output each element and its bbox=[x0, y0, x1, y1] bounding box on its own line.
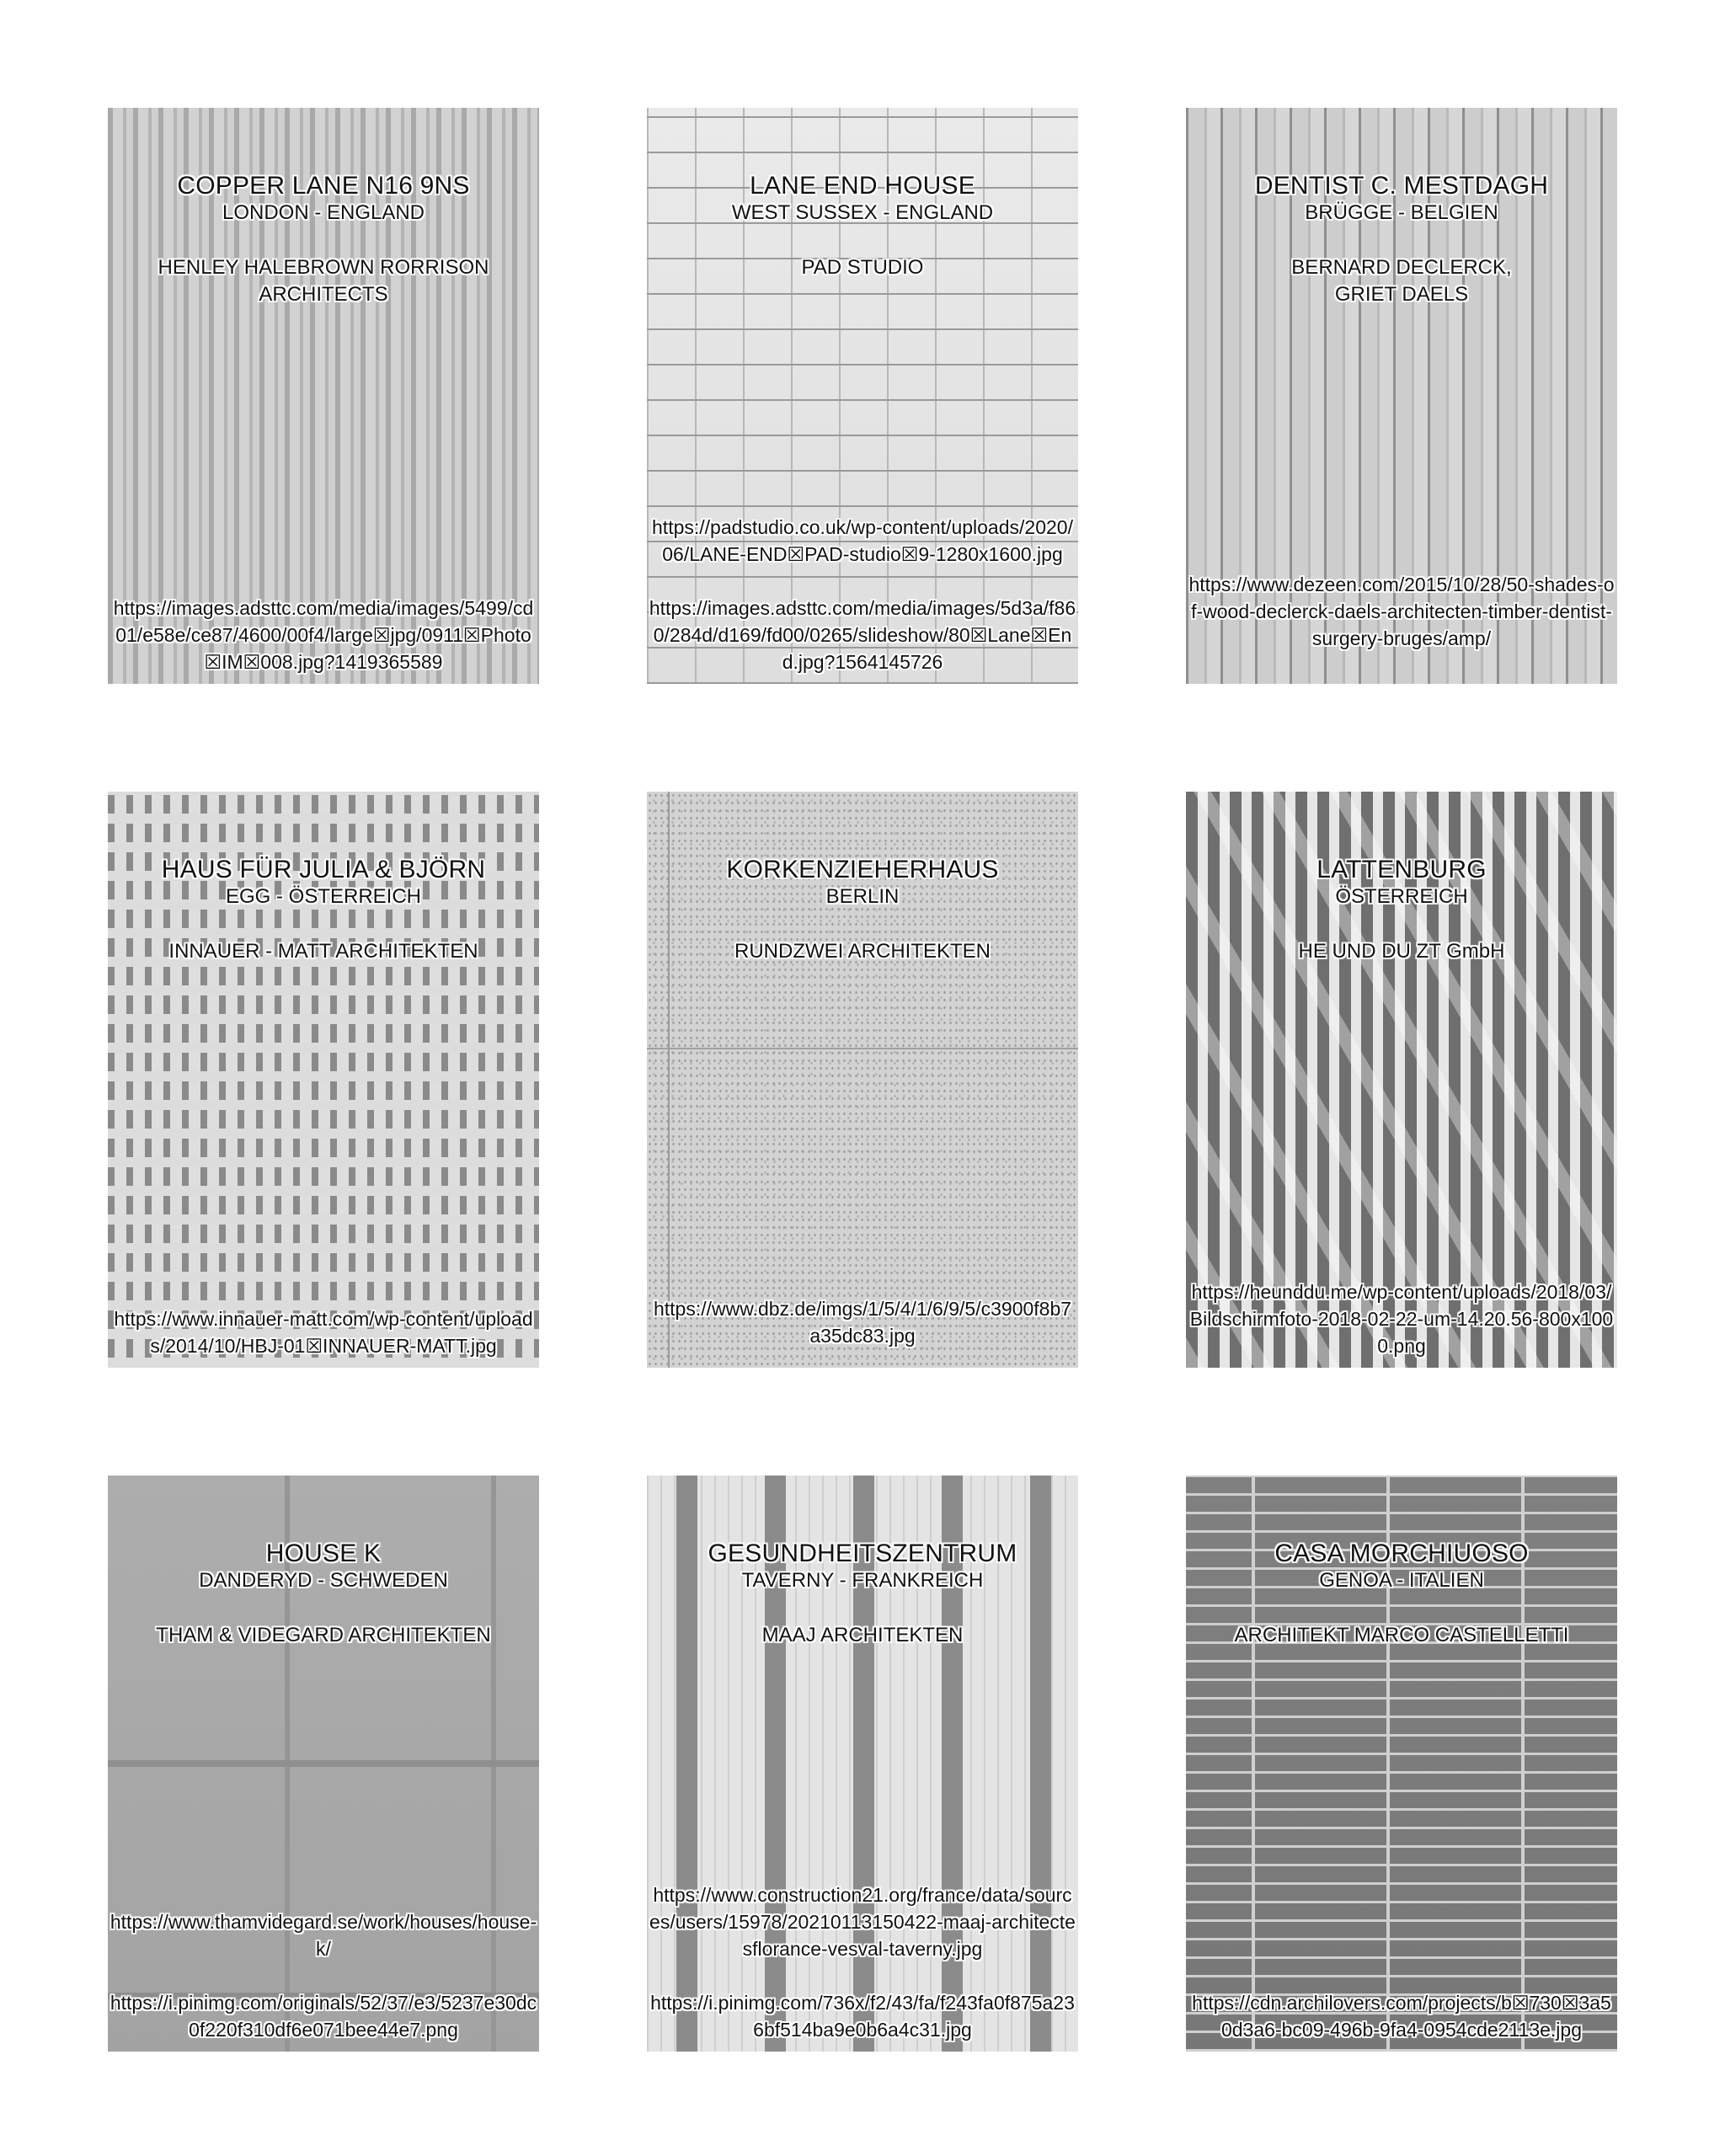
project-location: DANDERYD - SCHWEDEN bbox=[199, 1569, 448, 1592]
project-architect bbox=[647, 1622, 1078, 1649]
source-url[interactable]: https://i.pinimg.com/originals/52/37/e3/5237e30dc0f220f310df6e071bee44e7.png bbox=[109, 1992, 537, 2041]
project-architect bbox=[1186, 1622, 1617, 1649]
source-url[interactable]: https://heunddu.me/wp-content/uploads/2018/03/Bildschirmfoto-2018-02-22-um-14.20.56-800x1000.png bbox=[1189, 1281, 1614, 1357]
project-title: KORKENZIEHERHAUS bbox=[726, 856, 999, 883]
architect-line: ARCHITEKT MARCO CASTELLETTI bbox=[1234, 1624, 1569, 1646]
project-location: LONDON - ENGLAND bbox=[222, 201, 425, 224]
project-card-gesundheitszentrum bbox=[647, 1476, 1078, 2052]
project-card-korkenzieherhaus bbox=[647, 792, 1078, 1368]
project-title: HAUS FÜR JULIA & BJÖRN bbox=[161, 856, 486, 883]
project-card-lane-end-house bbox=[647, 108, 1078, 684]
source-url[interactable]: https://www.dezeen.com/2015/10/28/50-shades-of-wood-declerck-daels-architecten-timber-dentist-surgery-bruges/amp/ bbox=[1188, 574, 1615, 649]
architect-line: BERNARD DECLERCK, bbox=[1291, 256, 1512, 279]
project-location: BERLIN bbox=[825, 885, 900, 908]
project-title: LANE END HOUSE bbox=[750, 172, 975, 200]
project-location: TAVERNY - FRANKREICH bbox=[741, 1569, 984, 1592]
source-url[interactable]: https://cdn.archilovers.com/projects/b☒730☒3a50d3a6-bc09-496b-9fa4-0954cde2113e.jpg bbox=[1192, 1992, 1611, 2041]
project-location: BRÜGGE - BELGIEN bbox=[1305, 201, 1498, 224]
project-title: LATTENBURG bbox=[1316, 856, 1487, 883]
project-card-lattenburg bbox=[1186, 792, 1617, 1368]
project-title: HOUSE K bbox=[265, 1540, 382, 1567]
project-location: GENOA - ITALIEN bbox=[1319, 1569, 1484, 1592]
source-url[interactable]: https://images.adsttc.com/media/images/5d3a/f860/284d/d169/fd00/0265/slideshow/80☒Lane☒End.jpg?1564145726 bbox=[649, 597, 1076, 673]
architect-line: THAM & VIDEGARD ARCHITEKTEN bbox=[156, 1624, 491, 1646]
project-architect bbox=[647, 938, 1078, 965]
project-architect bbox=[108, 938, 539, 965]
project-title: GESUNDHEITSZENTRUM bbox=[708, 1540, 1017, 1567]
source-url[interactable]: https://i.pinimg.com/736x/f2/43/fa/f243fa0f875a236bf514ba9e0b6a4c31.jpg bbox=[650, 1992, 1075, 2041]
source-url[interactable]: https://images.adsttc.com/media/images/5499/cd01/e58e/ce87/4600/00f4/large☒jpg/0911☒Photo☒IM☒008.jpg?1419365589 bbox=[113, 597, 534, 673]
project-card-dentist-mestdagh bbox=[1186, 108, 1617, 684]
project-architect bbox=[1186, 254, 1617, 308]
project-location: ÖSTERREICH bbox=[1335, 885, 1468, 908]
project-architect bbox=[647, 254, 1078, 281]
architect-line: INNAUER - MATT ARCHITEKTEN bbox=[168, 940, 478, 963]
project-title: COPPER LANE N16 9NS bbox=[177, 172, 470, 200]
project-architect bbox=[108, 254, 539, 308]
project-title: DENTIST C. MESTDAGH bbox=[1254, 172, 1549, 200]
source-url[interactable]: https://www.construction21.org/france/data/sources/users/15978/20210113150422-maaj-architectesflorance-vesval-taverny.jpg bbox=[649, 1884, 1076, 1960]
source-url[interactable]: https://www.thamvidegard.se/work/houses/house-k/ bbox=[109, 1911, 537, 1960]
source-url[interactable]: https://padstudio.co.uk/wp-content/uploads/2020/06/LANE-END☒PAD-studio☒9-1280x1600.jpg bbox=[652, 516, 1073, 565]
architect-line: RUNDZWEI ARCHITEKTEN bbox=[734, 940, 991, 963]
project-title: CASA MORCHIUOSO bbox=[1274, 1540, 1529, 1567]
architect-line: PAD STUDIO bbox=[801, 256, 924, 279]
source-url[interactable]: https://www.dbz.de/imgs/1/5/4/1/6/9/5/c3900f8b7a35dc83.jpg bbox=[653, 1298, 1072, 1347]
architect-line: HENLEY HALEBROWN RORRISON bbox=[158, 256, 489, 279]
architect-line: ARCHITECTS bbox=[259, 283, 388, 306]
project-location: WEST SUSSEX - ENGLAND bbox=[731, 201, 994, 224]
architect-line: MAAJ ARCHITEKTEN bbox=[761, 1624, 964, 1646]
architect-line: HE UND DU ZT GmbH bbox=[1298, 940, 1505, 963]
project-card-house-k bbox=[108, 1476, 539, 2052]
project-card-haus-julia-bjoern bbox=[108, 792, 539, 1368]
architect-line: GRIET DAELS bbox=[1334, 283, 1469, 306]
project-card-casa-morchiuoso bbox=[1186, 1476, 1617, 2052]
project-location: EGG - ÖSTERREICH bbox=[225, 885, 422, 908]
project-architect bbox=[108, 1622, 539, 1649]
project-card-copper-lane bbox=[108, 108, 539, 684]
project-architect bbox=[1186, 938, 1617, 965]
source-url[interactable]: https://www.innauer-matt.com/wp-content/uploads/2014/10/HBJ-01☒INNAUER-MATT.jpg bbox=[114, 1308, 533, 1357]
